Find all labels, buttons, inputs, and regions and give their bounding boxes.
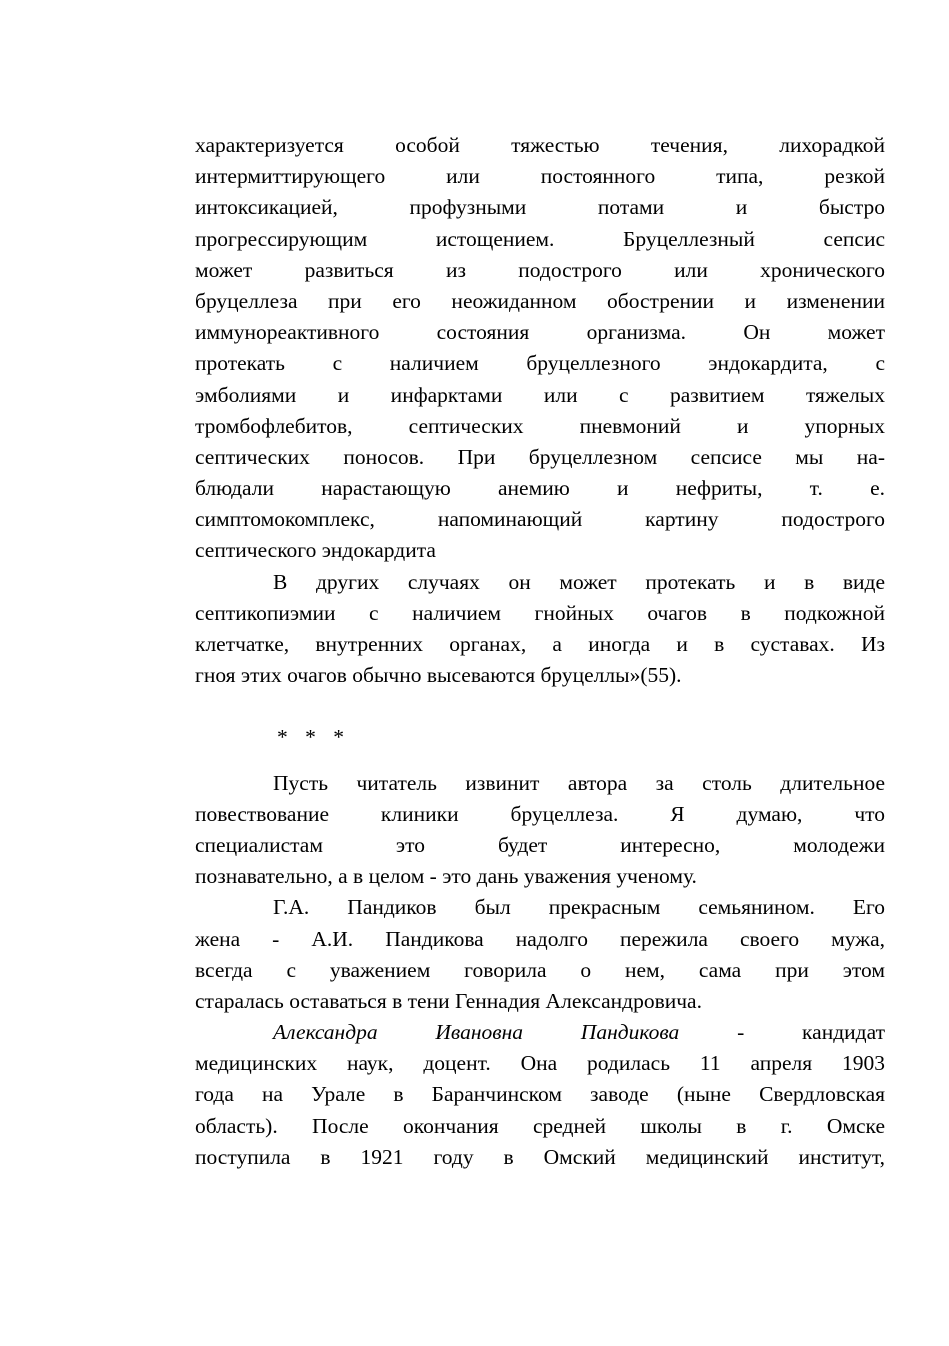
document-page [195,130,885,1173]
paragraph-author-apology [195,768,885,893]
paragraph-family [195,892,885,1017]
text-line: клетчатке, внутренних органах, а иногда и в суставах. Из [195,632,885,656]
text-line: старалась оставаться в тени Геннадия Александровича. [195,988,702,1013]
text-line: тромбофлебитов, септических пневмоний и упорных [195,413,885,438]
blank-line [195,691,885,722]
text-line: иммунореактивного состояния организма. Он может [195,320,885,345]
text-line: блюдали нарастающую анемию и нефриты, т. е. [195,476,885,501]
text-line: года на Урале в Баранчинском заводе (ныне Свердловская [195,1082,885,1107]
text-line: септических поносов. При бруцеллезном сепсисе мы на- [195,444,885,469]
person-name-italic: Александра Ивановна Пандикова [273,1020,680,1045]
text-line: протекать с наличием бруцеллезного эндокардита, с [195,351,885,376]
text-line: Пусть читатель извинит автора за столь длительное [273,770,885,795]
paragraph-septicopyemia [195,567,885,692]
blank-line [195,754,885,768]
text-line: специалистам это будет интересно, молодежи [195,832,885,857]
text-line: всегда с уважением говорила о нем, сама при этом [195,957,885,982]
text-line [195,1017,885,1048]
text-fragment: - кандидат [737,1020,885,1045]
text-line: гноя этих очагов обычно высеваются бруцеллы»(55). [195,663,682,688]
text-line: бруцеллеза при его неожиданном обострении и изменении [195,288,885,313]
text-line: может развиться из подострого или хронического [195,257,885,282]
text-line: область). После окончания средней школы в г. Омске [195,1113,885,1138]
text-line: септического эндокардита [195,538,436,563]
paragraph-pandikova-biography [195,1017,885,1173]
text-line: прогрессирующим истощением. Бруцеллезный сепсис [195,226,885,251]
paragraph-brucellosis-sepsis [195,130,885,567]
text-line: интермиттирующего или постоянного типа, резкой [195,164,885,189]
text-line: повествование клиники бруцеллеза. Я думаю, что [195,801,885,826]
text-line: характеризуется особой тяжестью течения, лихорадкой [195,133,885,157]
text-line: интоксикацией, профузными потами и быстро [195,195,885,220]
text-line: Г.А. Пандиков был прекрасным семьянином. Его [273,895,885,920]
text-line: познавательно, а в целом - это дань уважения ученому. [195,864,697,889]
text-line: симптомокомплекс, напоминающий картину подострого [195,507,885,532]
text-line: медицинских наук, доцент. Она родилась 11 апреля 1903 [195,1051,885,1076]
text-line: жена - А.И. Пандикова надолго пережила своего мужа, [195,926,885,951]
text-line: поступила в 1921 году в Омский медицинский институт, [195,1144,885,1169]
text-line: эмболиями и инфарктами или с развитием тяжелых [195,382,885,407]
text-line: септикопиэмии с наличием гнойных очагов в подкожной [195,600,885,625]
section-separator: * * * [277,725,350,750]
text-line: В других случаях он может протекать и в виде [273,569,885,594]
